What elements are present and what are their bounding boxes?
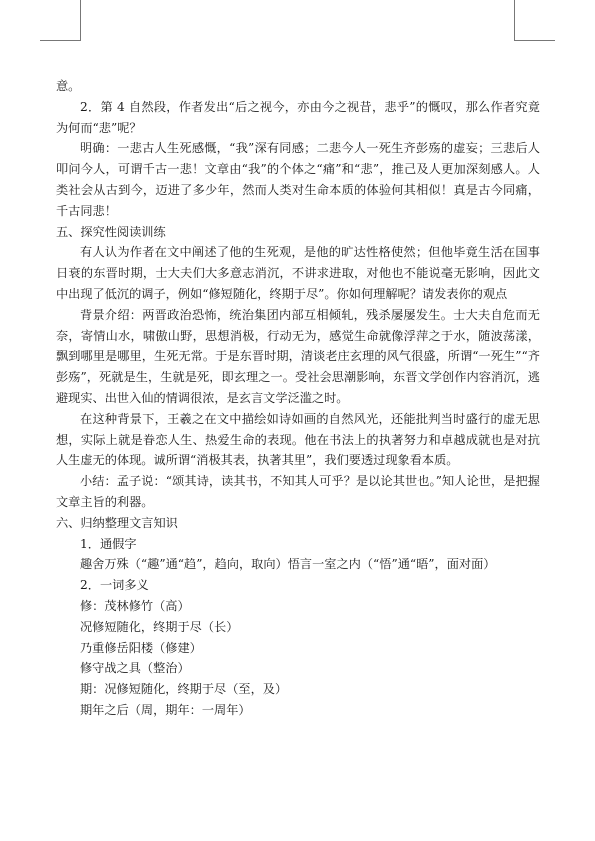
list-item: 修守战之具（整治） <box>80 661 190 676</box>
list-item: 乃重修岳阳楼（修建） <box>80 640 202 655</box>
background-analysis: 在这种背景下，王羲之在文中描绘如诗如画的自然风光，还能批判当时盛行的虚无思想，实际上就是眷恋人生、热爱生命的表现。他在书法上的执著努力和卓越成就也是对抗人生虚无的体现。诚所谓“消极其表，执著其里”，我们要透过现象看本质。 <box>56 411 540 468</box>
inquiry-question: 有人认为作者在文中阐述了他的生死观，是他的旷达性格使然；但他毕竟生活在国事日衰的东晋时期，士大夫们大多意志消沉，不讲求进取，对他也不能说毫无影响，因此文中出现了低沉的调子，例如“修短随化，终期于尽”。你如何理解呢？请发表你的观点 <box>56 245 540 301</box>
list-item: 况修短随化，终期于尽（长） <box>80 619 239 634</box>
paragraph-continuation: 意。 <box>56 79 81 93</box>
question-2: 2．第 4 自然段，作者发出“后之视今，亦由今之视昔，悲乎”的慨叹，那么作者究竟为何而“悲”呢？ <box>56 99 540 135</box>
document-body <box>56 76 540 721</box>
subheading-yiciduoyi: 2．一词多义 <box>80 578 149 593</box>
background-intro: 背景介绍：两晋政治恐怖，统治集团内部互相倾轧，残杀屡屡发生。士大夫自危而无奈，寄情山水，啸傲山野，思想消极，行动无为，感觉生命就像浮萍之于水，随波荡漾，飘到哪里是哪里，生死无常。于是东晋时期，清谈老庄玄理的风气很盛，所谓“一死生”“齐彭殇”，死就是生，生就是死，即玄理之一。受社会思潮影响，东晋文学创作内容消沉，逃避现实、出世入仙的情调很浓，是玄言文学泛滥之时。 <box>56 307 540 405</box>
list-item: 趣舍万殊（“趣”通“趋”，趋向，取向）悟言一室之内（“悟”通“晤”，面对面） <box>80 557 496 572</box>
list-item: 期年之后（周，期年：一周年） <box>80 702 251 717</box>
answer-2: 明确：一悲古人生死感慨，“我”深有同感；二悲今人一死生齐彭殇的虚妄；三悲后人叩问今人，可谓千古一悲！文章由“我”的个体之“痛”和“悲”，推己及人更加深刻感人。人类社会从古到今，迈进了多少年，然而人类对生命本质的体验何其相似！真是古今同痛，千古同悲！ <box>56 141 540 218</box>
list-item: 期：况修短随化，终期于尽（至，及） <box>80 682 288 697</box>
section-heading-5: 五、探究性阅读训练 <box>56 224 166 239</box>
crop-mark-top-left <box>40 0 81 41</box>
section-heading-6: 六、归纳整理文言知识 <box>56 515 178 530</box>
subheading-tongjiazi: 1．通假字 <box>80 536 137 551</box>
list-item: 修：茂林修竹（高） <box>80 598 190 613</box>
crop-mark-top-right <box>514 0 555 41</box>
summary: 小结：孟子说：“颂其诗，读其书，不知其人可乎？是以论其世也。”知人论世，是把握文章主旨的利器。 <box>56 474 540 509</box>
